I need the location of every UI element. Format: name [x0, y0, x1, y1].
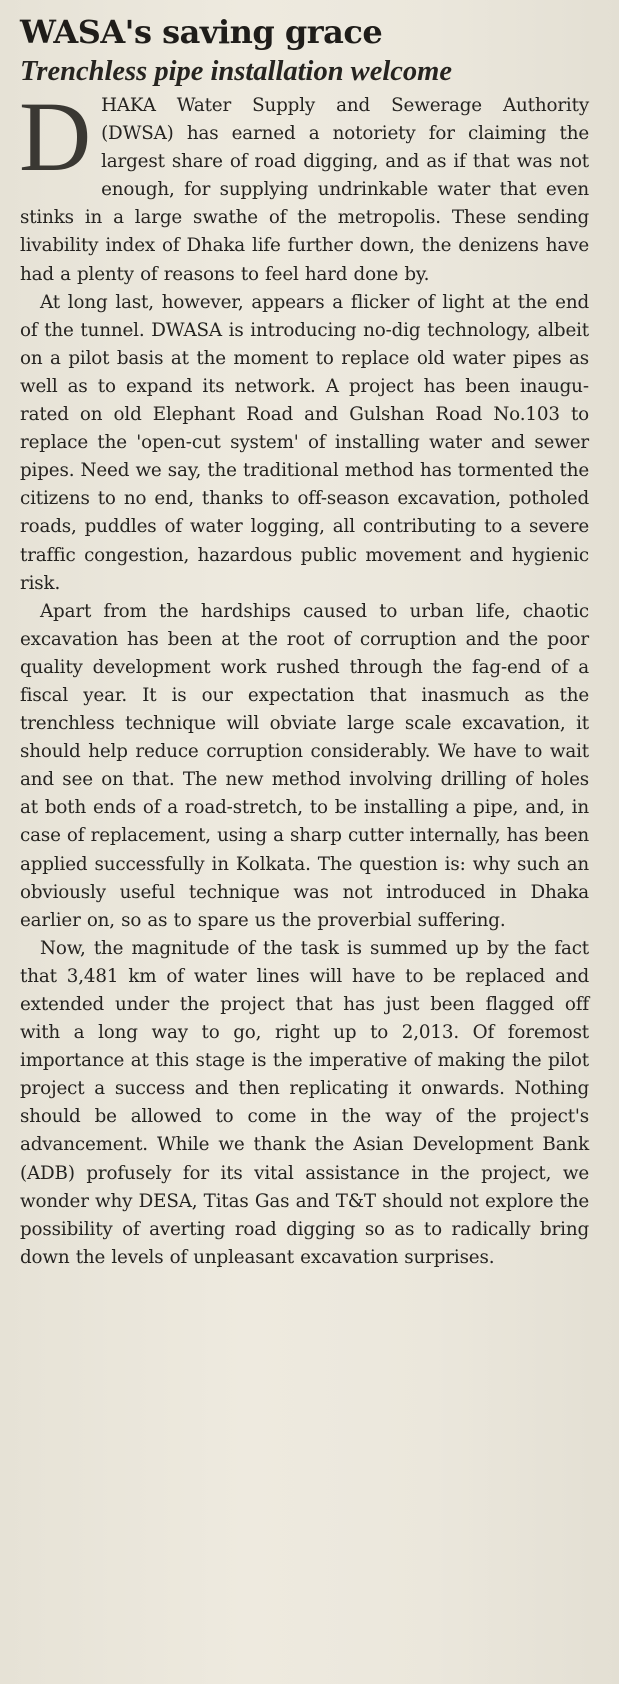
subheadline: Trenchless pipe installation welcome [20, 56, 452, 87]
paragraph-3: Apart from the hardships caused to urban life, chaotic excavation has been at the root of corruption and the poor quality development work rushed through the fag-end of a fiscal year. It is our expectation that inasmuch as the trenchless technique will obviate large scale excavation, it should help reduce corruption considerably. We have to wait and see on that. The new method involving drilling of holes at both ends of a road-stretch, to be installing a pipe, and, in case of replacement, using a sharp cutter internally, has been applied successfully in Kolkata. The question is: why such an obviously useful technique was not introduced in Dhaka earlier on, so as to spare us the proverbial suffering. [20, 600, 589, 931]
paragraph-4: Now, the magnitude of the task is summed up by the fact that 3,481 km of water lines will have to be replaced and extended under the project that has just been flagged off with a long way to go, right up to 2,013. Of foremost importance at this stage is the imperative of making the pilot project a success and then replicating it onwards. Nothing should be allowed to come in the way of the project's advancement. While we thank the Asian Development Bank (ADB) profusely for its vital assistance in the project, we wonder why DESA, Titas Gas and T&T should not explore the possibility of averting road digging so as to radically bring down the levels of unpleasant excavation surprises. [20, 937, 589, 1268]
editorial-article [20, 12, 589, 1272]
paragraph-1 [19, 81, 589, 289]
drop-cap: D [19, 81, 92, 192]
article-body [19, 81, 589, 1272]
paragraph-1-text: HAKA Water Supply and Sewerage Authority (DWSA) has earned a notoriety for claiming the largest share of road digging, and as if that was not enough, for supplying undrinkable water that even stinks in a large swathe of the metropolis. These sending livability index of Dhaka life further down, the denizens have had a plenty of reasons to feel hard done by. [20, 95, 589, 285]
headline: WASA's saving grace [20, 13, 383, 51]
paragraph-2: At long last, however, appears a flicker of light at the end of the tunnel. DWASA is introducing no-dig technology, albeit on a pilot basis at the moment to replace old water pipes as well as to expand its network. A project has been inaugurated on old Elephant Road and Gulshan Road No.103 to replace the 'open-cut system' of installing water and sewer pipes. Need we say, the traditional method has tormented the citizens to no end, thanks to off-season excavation, potholed roads, puddles of water logging, all contributing to a severe traffic congestion, hazardous public movement and hygienic risk. [20, 291, 589, 594]
